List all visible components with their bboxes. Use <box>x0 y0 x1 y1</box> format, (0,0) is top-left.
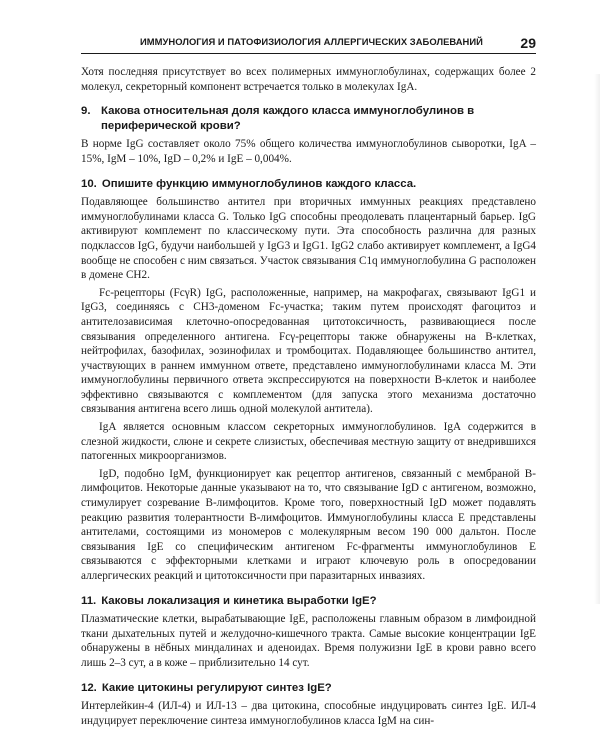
question-10-title: Опишите функцию иммуноглобулинов каждого класса. <box>101 177 417 190</box>
question-9-answer: В норме IgG составляет около 75% общего количества иммуноглобулинов сыворотки, IgA – 15%, IgM – 10%, IgD – 0,2% и IgE – 0,004%. <box>81 138 536 165</box>
question-10-heading <box>81 177 536 192</box>
question-10-paragraph-4: IgD, подобно IgM, функционирует как рецептор антигенов, связанный с мембраной B-лимфоцитов. Некоторые данные указывают на то, что связывание IgD с антигеном, возможно, стимулирует созревание B-лимфоцитов. Кроме того, поверхностный IgD может подавлять реакцию развития толерантности B-лимфоцитов. Иммуноглобулины класса E представлены антителами, состоящими из мономеров с молекулярным весом 190 000 дальтон. После связывания IgE со специфическим антигеном Fc-фрагменты иммуноглобулинов E связываются с эффекторными клетками и играют ключевую роль в опосредовании аллергических реакций и цитотоксичности при паразитарных инвазиях. <box>81 467 536 582</box>
question-9-heading <box>81 104 536 133</box>
question-12-title: Какие цитокины регулируют синтез IgE? <box>101 681 332 694</box>
question-9-title: Какова относительная доля каждого класса иммуноглобулинов в периферической крови? <box>101 105 475 132</box>
question-11-heading <box>81 594 536 609</box>
question-10-number: 10. <box>81 177 97 190</box>
question-10-paragraph-2: Fc-рецепторы (FcγR) IgG, расположенные, например, на макрофагах, связывают IgG1 и IgG3, соединяясь с CH3-доменом Fc-участка; таким путем происходят фагоцитоз и антителозависимая клеточно-опосредованная цитотоксичность, развивающиеся после связывания определенного антигена. Fcγ-рецепторы также обнаружены на B-клетках, нейтрофилах, базофилах, эозинофилах и тромбоцитах. Подавляющее большинство антител, участвующих в раннем иммунном ответе, представлено иммуноглобулинами класса M. Эти иммуноглобулины первичного ответа экспрессируются на поверхности B-клеток и наиболее эффективно связываются с комплементом (для запуска этого механизма достаточно связывания антигена всего лишь одной молекулой антитела). <box>81 286 536 416</box>
page-edge-shadow <box>594 74 600 604</box>
question-12-answer: Интерлейкин-4 (ИЛ-4) и ИЛ-13 – два цитокина, способные индуцировать синтез IgE. ИЛ-4 индуцирует переключение синтеза иммуноглобулинов класса IgM на син- <box>81 700 536 727</box>
question-11-number: 11. <box>81 594 97 607</box>
question-12-number: 12. <box>81 681 97 694</box>
question-11-answer: Плазматические клетки, вырабатывающие IgE, расположены главным образом в лимфоидной ткани дыхательных путей и желудочно-кишечного тракта. Самые высокие концентрации IgE обнаружены в нёбных миндалинах и аденоидах. Время полужизни IgE в крови равно всего лишь 2–3 сут, а в коже – приблизительно 14 сут. <box>81 613 536 669</box>
running-header-title: ИММУНОЛОГИЯ И ПАТОФИЗИОЛОГИЯ АЛЛЕРГИЧЕСКИХ ЗАБОЛЕВАНИЙ <box>140 36 483 48</box>
question-12-heading <box>81 681 536 696</box>
page-number: 29 <box>520 35 536 52</box>
intro-paragraph: Хотя последняя присутствует во всех полимерных иммуноглобулинах, содержащих более 2 молекул, секреторный компонент встречается только в молекулах IgA. <box>81 66 536 93</box>
running-header <box>81 0 536 54</box>
question-10-paragraph-1: Подавляющее большинство антител при вторичных иммунных реакциях представлено иммуноглобулинами класса G. Только IgG способны преодолевать плацентарный барьер. IgG активируют комплемент по классическому пути. Эта способность различна для разных подклассов IgG, будучи наибольшей у IgG3 и IgG1. IgG2 слабо активирует комплемент, а IgG4 вообще не способен с ним связаться. Участок связывания C1q иммуноглобулина G расположен в домене CH2. <box>81 196 536 282</box>
question-10-paragraph-3: IgA является основным классом секреторных иммуноглобулинов. IgA содержится в слезной жидкости, слюне и секрете слизистых, обеспечивая местную защиту от внедрившихся патогенных микроорганизмов. <box>81 421 536 463</box>
question-9-number: 9. <box>81 105 91 118</box>
question-11-title: Каковы локализация и кинетика выработки IgE? <box>101 594 377 607</box>
